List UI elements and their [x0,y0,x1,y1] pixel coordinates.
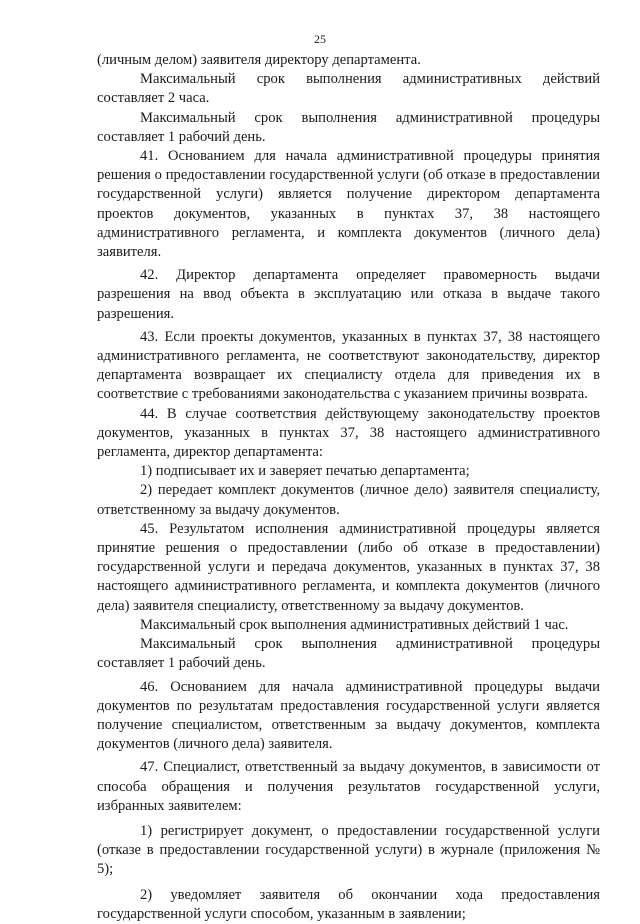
paragraph-42: 42. Директор департамента определяет правомерность выдачи разрешения на ввод объекта в эксплуатацию или отказа в выдаче такого разрешения. [97,267,600,322]
paragraph-41: 41. Основанием для начала административной процедуры принятия решения о предоставлении государственной услуги (об отказе в предоставлении государственной услуги) является получение директором департамента проектов документов, указанных в пунктах 37, 38 настоящего административного регламента, и комплекта документов (личного дела) заявителя. [97,148,600,261]
paragraph-time-limit-procedure-2: Максимальный срок выполнения административной процедуры составляет 1 рабочий день. [97,636,600,672]
page-number: 25 [314,32,326,46]
paragraph-44: 44. В случае соответствия действующему законодательству проектов документов, указанных в пунктах 37, 38 настоящего административного регламента, директор департамента: [97,405,600,461]
paragraph-47-item-1: 1) регистрирует документ, о предоставлении государственной услуги (отказе в предоставлении государственной услуги) в журнале (приложения № 5); [97,822,600,878]
paragraph-time-limit-actions-2: Максимальный срок выполнения административных действий 1 час. [140,616,569,633]
paragraph-46: 46. Основанием для начала административной процедуры выдачи документов по результатам предоставления государственной услуги является получение специалистом, ответственным за выдачу документов, комплекта документов (личного дела) заявителя. [97,678,600,753]
paragraph-continuation: (личным делом) заявителя директору департамента. [97,52,421,68]
paragraph-47: 47. Специалист, ответственный за выдачу документов, в зависимости от способа обращения и получения результатов государственной услуги, избранных заявителем: [97,759,600,814]
paragraph-time-limit-procedure: Максимальный срок выполнения административной процедуры составляет 1 рабочий день. [97,109,600,145]
paragraph-44-item-1: 1) подписывает их и заверяет печатью департамента; [140,463,470,480]
paragraph-45: 45. Результатом исполнения административной процедуры является принятие решения о предоставлении (либо об отказе в предоставлении) государственной услуги и передача документов, указанных в пунктах 37, 38 настоящего административного регламента, и комплекта документов (личного дела) заявителя специалисту, ответственному за выдачу документов. [97,520,600,614]
paragraph-44-item-2: 2) передает комплект документов (личное дело) заявителя специалисту, ответственному за выдачу документов. [97,482,600,518]
paragraph-time-limit-actions: Максимальный срок выполнения административных действий составляет 2 часа. [97,71,600,107]
paragraph-47-item-2: 2) уведомляет заявителя об окончании хода предоставления государственной услуги способом, указанным в заявлении; [97,886,600,922]
paragraph-43: 43. Если проекты документов, указанных в пунктах 37, 38 настоящего административного регламента, не соответствуют законодательству, директор департамента возвращает их специалисту отдела для приведения их в соответствие с требованиями законодательства с указанием причины возврата. [97,328,600,403]
document-body [97,51,600,924]
